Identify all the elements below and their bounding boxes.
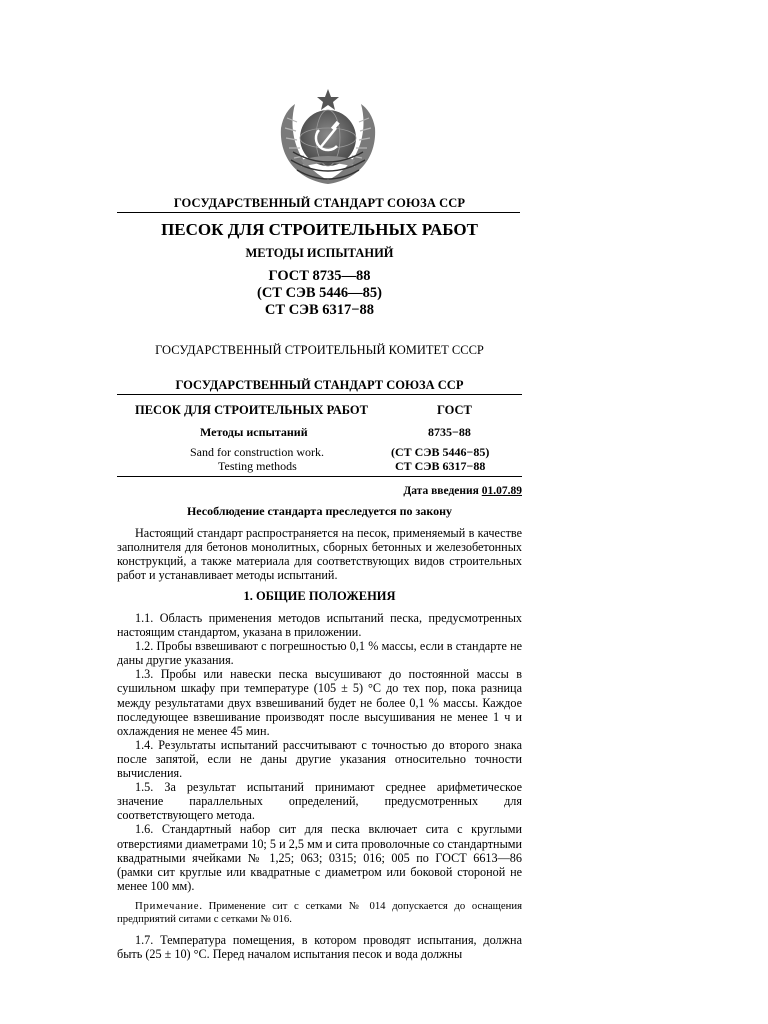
item-1-7 [117,933,522,961]
section-heading: 1. ОБЩИЕ ПОЛОЖЕНИЯ [243,589,396,603]
paragraph: 1.6. Стандартный набор сит для песка включает сита с круглыми отверстиями диаметрами 10; 5 и 2,5 мм и сита проволочные со стандартными квадратными ячейками № 1,25; 063; 0315; 016; 005 по ГОСТ 6613—86 (рамки сит круглые или квадратные с диаметром или боковой стороной не менее 100 мм). [117,822,522,893]
divider [117,394,522,395]
document-subtitle: МЕТОДЫ ИСПЫТАНИЙ [245,246,394,260]
gost-line: ГОСТ 8735—88 [268,268,371,284]
state-standard-heading: ГОСУДАРСТВЕННЫЙ СТАНДАРТ СОЮЗА ССР [173,196,466,210]
title-block-english-2: Testing methods [218,459,297,473]
title-block-sev-2: СТ СЭВ 6317−88 [395,459,486,473]
note-text: . Применение сит с сетками № 014 допускается до оснащения предприятий ситами с сетками № 016. [117,900,522,925]
paragraph: 1.2. Пробы взвешивают с погрешностью 0,1 % массы, если в стандарте не даны другие указания. [117,639,522,668]
divider [117,212,520,213]
note-paragraph [117,900,522,926]
title-block-subtitle: Методы испытаний [200,425,308,439]
committee-name: ГОСУДАРСТВЕННЫЙ СТРОИТЕЛЬНЫЙ КОМИТЕТ СССР [155,343,484,357]
intro-date-value: 01.07.89 [481,485,522,497]
intro-date-label: Дата введения [403,485,479,497]
law-notice: Несоблюдение стандарта преследуется по закону [186,504,453,518]
paragraph: 1.1. Область применения методов испытаний песка, предусмотренных настоящим стандартом, указана в приложении. [117,611,522,640]
note-label: Примечание [135,900,200,912]
divider [117,476,522,477]
title-block-title: ПЕСОК ДЛЯ СТРОИТЕЛЬНЫХ РАБОТ [135,403,368,417]
gost-line: СТ СЭВ 6317−88 [264,302,375,318]
intro-paragraph [117,526,522,582]
paragraph: 1.3. Пробы или навески песка высушивают до постоянной массы в сушильном шкафу при температуре (105 ± 5) °С до тех пор, пока разница между результатами двух взвешиваний будет не более 0,1 % массы. Каждое последующее взвешивание производят после высушивания не менее 1 ч и охлаждения не менее 45 мин. [117,667,522,738]
paragraph: 1.4. Результаты испытаний рассчитывают с точностью до второго знака после запятой, если не даны другие указания относительно точности вычисления. [117,737,522,781]
gost-designation [117,268,522,319]
document-title: ПЕСОК ДЛЯ СТРОИТЕЛЬНЫХ РАБОТ [161,220,478,239]
paragraph: 1.5. За результат испытаний принимают среднее арифметическое значение параллельных определений, предусмотренных для соответствующего метода. [117,780,522,823]
title-block-heading: ГОСУДАРСТВЕННЫЙ СТАНДАРТ СОЮЗА ССР [175,378,464,392]
title-block-english-1: Sand for construction work. [190,445,324,459]
gost-line: (СТ СЭВ 5446—85) [256,285,383,301]
title-block-sev-1: (СТ СЭВ 5446−85) [391,445,490,459]
title-block-gost-number: 8735−88 [428,425,471,439]
section-1-items [117,611,522,893]
title-block-gost-label: ГОСТ [437,403,472,417]
paragraph: 1.7. Температура помещения, в котором проводят испытания, должна быть (25 ± 10) °С. Перед началом испытания песок и вода должны [117,933,522,962]
ussr-emblem-icon [273,88,383,192]
note [117,900,522,926]
introduction-date [403,485,522,497]
paragraph: Настоящий стандарт распространяется на песок, применяемый в качестве заполнителя для бетонов монолитных, сборных бетонных и железобетонных конструкций, а также материала для соответствующих видов строительных работ и устанавливает методы испытаний. [117,526,522,583]
